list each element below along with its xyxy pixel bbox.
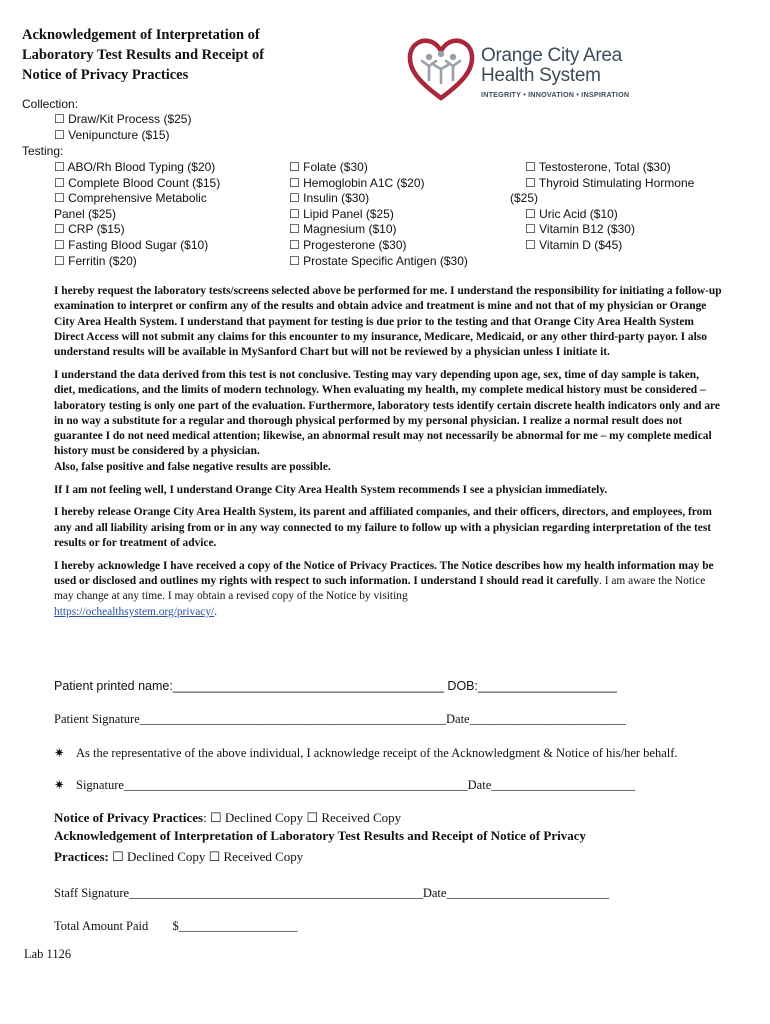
option-label: ABO/Rh Blood Typing ($20) (67, 160, 216, 174)
checkbox-icon[interactable]: ☐ (54, 127, 65, 142)
testing-label: Testing: (22, 144, 64, 158)
paragraph-text-normal: . I am aware the Notice may change at any time. I may obtain a revised copy of the Notice by visiting (54, 575, 706, 603)
patient-signature-line[interactable]: Patient Signature_________________________________________________Date_________________________ (54, 712, 626, 726)
title-line-2: Laboratory Test Results and Receipt of (22, 47, 265, 63)
checkbox-icon[interactable]: ☐ (525, 206, 536, 221)
option-draw-kit[interactable] (54, 112, 191, 128)
representative-signature-text[interactable]: Signature_______________________________________________________Date_______________________ (76, 778, 636, 792)
staff-signature-line[interactable]: Staff Signature_______________________________________________Date__________________________ (54, 886, 609, 900)
paragraph-text: I hereby acknowledge I have received a copy of the Notice of Privacy Practices. The Notice describes how my health information may be used or disclosed and outlines my rights with respect to such information. I understand I should read it carefully (54, 559, 714, 588)
paragraph-not-conclusive (54, 368, 722, 475)
logo-name-line-1: Orange City Area (481, 45, 622, 66)
option-label: CRP ($15) (68, 222, 125, 237)
checkbox-icon[interactable]: ☐ (525, 160, 536, 174)
option-label: Vitamin D ($45) (539, 237, 623, 252)
checkbox-icon[interactable]: ☐ (289, 237, 300, 252)
asterisk-icon: ✷ (54, 778, 65, 792)
option-label: Ferritin ($20) (68, 253, 137, 268)
representative-note (54, 745, 678, 761)
option-psa[interactable] (289, 254, 519, 270)
total-paid-row (54, 919, 298, 934)
paragraph-text-false-results: Also, false positive and false negative results are possible. (54, 460, 331, 473)
checkbox-icon[interactable]: ☐ (54, 253, 65, 268)
testing-column-3 (510, 160, 735, 254)
option-label: Thyroid Stimulating Hormone (538, 175, 695, 190)
checkbox-icon[interactable]: ☐ (54, 191, 65, 206)
paragraph-release: I hereby release Orange City Area Health System, its parent and affiliated companies, and their officers, directors, and employees, from any and all liability arising from or in any way connected to my failure to follow up with a physician regarding interpretation of the test results or for treatment of advice. (54, 506, 712, 549)
option-label: Declined Copy (127, 849, 206, 864)
representative-signature-line[interactable] (54, 777, 635, 793)
checkbox-icon[interactable]: ☐ (289, 191, 300, 206)
ack-declined-option[interactable] (112, 849, 205, 864)
checkbox-icon[interactable]: ☐ (54, 237, 65, 252)
checkbox-icon[interactable]: ☐ (112, 849, 124, 864)
npp-label: Notice of Privacy Practices (54, 810, 204, 825)
option-label: Received Copy (321, 810, 402, 825)
option-vitamin-d[interactable] (525, 238, 735, 254)
option-magnesium[interactable] (289, 222, 519, 238)
ack-label-line-1: Acknowledgement of Interpretation of Laboratory Test Results and Receipt of Notice of Privacy (54, 828, 586, 843)
testing-column-2 (289, 160, 519, 269)
option-ferritin[interactable] (54, 254, 284, 270)
organization-logo (405, 36, 630, 106)
option-folate[interactable] (289, 160, 519, 176)
checkbox-icon[interactable]: ☐ (289, 160, 300, 174)
option-abo-rh[interactable] (54, 160, 284, 176)
option-label: Fasting Blood Sugar ($10) (68, 237, 209, 252)
privacy-link[interactable]: https://ochealthsystem.org/privacy/ (54, 605, 215, 618)
option-cmp-continued: Panel ($25) (54, 206, 117, 221)
document-title (22, 25, 322, 85)
option-label: Declined Copy (224, 810, 304, 825)
option-label: Received Copy (223, 849, 304, 864)
checkbox-icon[interactable]: ☐ (54, 112, 65, 126)
option-cmp[interactable] (54, 191, 284, 207)
option-label: Progesterone ($30) (303, 237, 407, 252)
npp-declined-option[interactable] (210, 810, 303, 825)
option-label: Hemoglobin A1C ($20) (303, 175, 425, 190)
option-label: Prostate Specific Antigen ($30) (303, 253, 468, 268)
checkbox-icon[interactable]: ☐ (208, 849, 221, 864)
heart-logo-icon (405, 36, 477, 104)
paragraph-text: I understand the data derived from this test is not conclusive. Testing may vary depending upon age, sex, time of day sample is taken, diet, medications, and the limits of modern technology. When evaluating my health, my complete medical history must be considered – laboratory testing is only one part of the evaluation. Furthermore, laboratory tests identify certain discrete health indicators only and are in no way a substitute for a regular and thorough physical performed by my personal physician. I realize a normal result does not guarantee I do not need medical attention; likewise, an abnormal result may not necessarily be abnormal for me – my complete medical history must be considered by a physician. (54, 368, 720, 458)
checkbox-icon[interactable]: ☐ (54, 160, 65, 174)
option-label: Lipid Panel ($25) (303, 206, 394, 221)
title-line-1: Acknowledgement of Interpretation of (22, 27, 260, 43)
total-paid-label: Total Amount Paid (54, 919, 149, 933)
option-label: Folate ($30) (303, 160, 368, 174)
option-cbc[interactable] (54, 176, 284, 192)
collection-label: Collection: (22, 97, 79, 111)
option-tsh[interactable] (525, 176, 735, 192)
checkbox-icon[interactable]: ☐ (289, 253, 300, 268)
option-tsh-continued: ($25) (510, 191, 539, 206)
option-insulin[interactable] (289, 191, 519, 207)
option-lipid-panel[interactable] (289, 207, 519, 223)
consent-paragraphs (54, 284, 722, 627)
total-paid-field[interactable]: $___________________ (172, 919, 298, 933)
checkbox-icon[interactable]: ☐ (289, 206, 300, 221)
option-label: Draw/Kit Process ($25) (68, 112, 192, 126)
patient-name-dob-line[interactable]: Patient printed name:_______________________________________ DOB:____________________ (54, 679, 618, 693)
npp-copy-row (54, 810, 401, 826)
npp-colon: : (203, 810, 207, 825)
paragraph-privacy-notice (54, 559, 722, 620)
option-testosterone[interactable] (525, 160, 735, 176)
option-label: Testosterone, Total ($30) (538, 160, 671, 174)
title-line-3: Notice of Privacy Practices (22, 67, 189, 83)
option-uric-acid[interactable] (525, 207, 735, 223)
checkbox-icon[interactable]: ☐ (525, 222, 536, 237)
paragraph-request: I hereby request the laboratory tests/screens selected above be performed for me. I understand the responsibility for initiating a follow-up examination to interpret or confirm any of the results and obtain advice and treatment is mine and not that of my physician or Orange City Area Health System. I understand that payment for testing is due prior to the testing and that Orange City Area Health System Direct Access will not submit any claims for this encounter to my insurance, Medicare, Medicaid, or any other third-party payor. I also understand results will be available in MySanford Chart but will not be reviewed by a physician unless I initiate it. (54, 285, 722, 359)
option-label: Insulin ($30) (303, 191, 370, 206)
form-code: Lab 1126 (24, 947, 72, 961)
option-label: Complete Blood Count ($15) (68, 175, 221, 190)
checkbox-icon[interactable]: ☐ (54, 222, 65, 237)
npp-received-option[interactable] (306, 810, 401, 825)
checkbox-icon[interactable]: ☐ (525, 237, 536, 252)
ack-label-line-2: Practices: (54, 849, 109, 864)
ack-received-option[interactable] (209, 849, 304, 864)
option-hemoglobin-a1c[interactable] (289, 176, 519, 192)
option-label: Vitamin B12 ($30) (539, 222, 635, 237)
paragraph-end: . (214, 605, 218, 618)
checkbox-icon[interactable]: ☐ (209, 810, 222, 825)
representative-note-text: As the representative of the above individual, I acknowledge receipt of the Acknowledgment & Notice of his/her behalf. (76, 746, 678, 760)
testing-column-1 (54, 160, 284, 269)
logo-tagline: INTEGRITY • INNOVATION • INSPIRATION (481, 90, 630, 99)
checkbox-icon[interactable]: ☐ (54, 175, 65, 190)
option-crp[interactable] (54, 222, 284, 238)
option-label: Comprehensive Metabolic (68, 191, 207, 206)
collection-options (54, 112, 191, 143)
asterisk-icon: ✷ (54, 746, 65, 760)
option-label: Venipuncture ($15) (68, 127, 170, 142)
checkbox-icon[interactable]: ☐ (289, 222, 300, 237)
option-label: Uric Acid ($10) (539, 206, 618, 221)
option-label: Magnesium ($10) (303, 222, 397, 237)
option-fasting-blood-sugar[interactable] (54, 238, 284, 254)
ack-copy-row (54, 849, 303, 865)
checkbox-icon[interactable]: ☐ (306, 810, 319, 825)
logo-name (481, 46, 622, 86)
paragraph-see-physician: If I am not feeling well, I understand Orange City Area Health System recommends I see a physician immediately. (54, 483, 608, 496)
option-venipuncture[interactable] (54, 128, 191, 144)
option-progesterone[interactable] (289, 238, 519, 254)
option-vitamin-b12[interactable] (525, 222, 735, 238)
checkbox-icon[interactable]: ☐ (525, 175, 536, 190)
checkbox-icon[interactable]: ☐ (289, 175, 300, 190)
logo-name-line-2: Health System (481, 65, 601, 86)
